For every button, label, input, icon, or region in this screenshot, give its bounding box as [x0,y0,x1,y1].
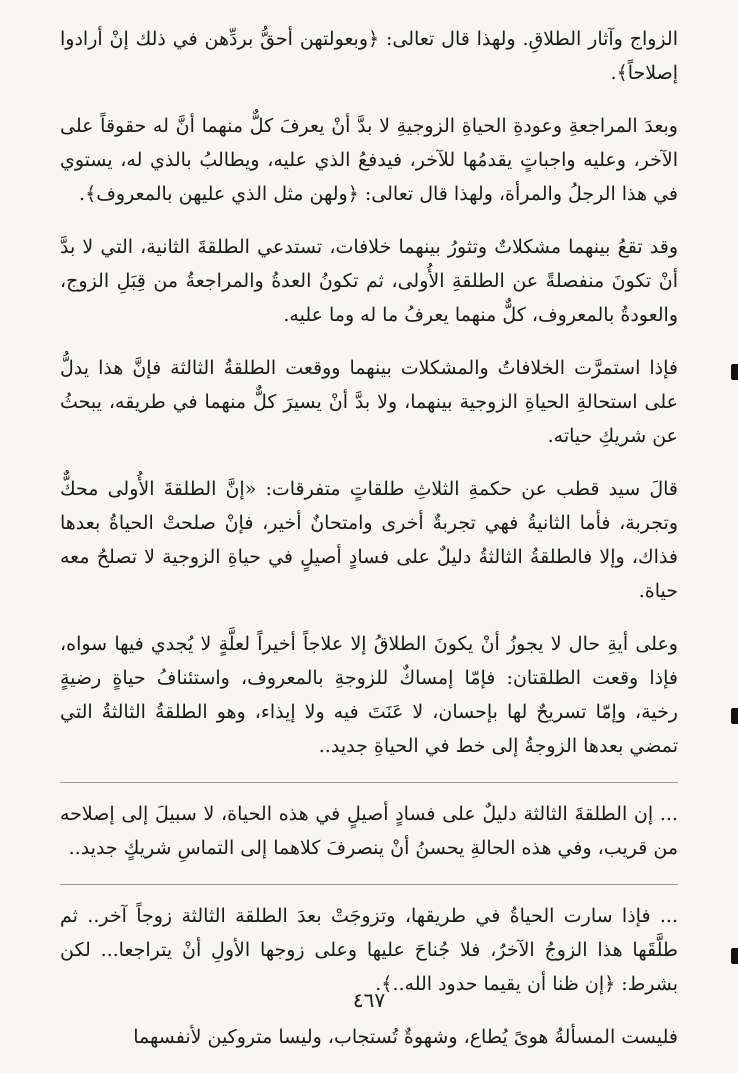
section-divider [60,782,678,783]
paragraph-2: وبعدَ المراجعةِ وعودةِ الحياةِ الزوجيةِ لا بدَّ أنْ يعرفَ كلٌّ منهما أنَّ له حقوقاً على الآخر، وعليه واجباتٍ يقدمُها للآخر، فيدفعُ الذي عليه، ويطالبُ بالذي له، يستوي في هذا الرجلُ والمرأة، ولهذا قال تعالى: ﴿ولهن مثل الذي عليهن بالمعروف﴾. [60,115,678,205]
page-number: ٤٦٧ [352,988,386,1012]
paragraph-3: وقد تقعُ بينهما مشكلاتٌ وتثورُ بينهما خلافات، تستدعي الطلقةَ الثانية، التي لا بدَّ أنْ تكونَ منفصلةً عن الطلقةِ الأُولى، ثم تكونُ العدةُ والمراجعةُ من قِبَلِ الزوج، والعودةُ بالمعروف، كلٌّ منهما يعرفُ ما له وما عليه. [60,236,678,326]
quote-paragraph-1: قالَ سيد قطب عن حكمةِ الثلاثِ طلقاتٍ متفرقات: «إنَّ الطلقةَ الأُولى محكٌّ وتجربة، فأما الثانيةُ فهي تجربةٌ أخرى وامتحانٌ أخير، فإنْ صلحتْ الحياةُ بعدها فذاك، وإلا فالطلقةُ الثالثةُ دليلٌ على فسادٍ أصيلٍ في حياةِ الزوجية لا تصلحُ معه حياة. [60,478,678,602]
binding-mark [731,364,738,380]
page-body [60,22,678,1073]
binding-mark [731,708,738,724]
section-divider [60,884,678,885]
paragraph-1: الزواج وآثار الطلاقِ. ولهذا قال تعالى: ﴿وبعولتهن أحقُّ بردِّهن في ذلك إنْ أرادوا إصلاحاً﴾. [60,28,678,84]
quote-paragraph-4: ... فإذا سارت الحياةُ في طريقها، وتزوجَتْ بعدَ الطلقة الثالثة زوجاً آخر.. ثم طلَّقَها هذا الزوجُ الآخرُ، فلا جُناحَ عليها وعلى زوجها الأولِ أنْ يتراجعا... لكن بشرط: ﴿إن ظنا أن يقيما حدود الله..﴾. [60,905,678,995]
quote-paragraph-3: ... إن الطلقةَ الثالثة دليلٌ على فسادٍ أصيلٍ في هذه الحياة، لا سبيلَ إلى إصلاحه من قريب، وفي هذه الحالةِ يحسنُ أنْ ينصرفَ كلاهما إلى التماسِ شريكٍ جديد.. [60,803,678,859]
binding-mark [731,948,738,964]
paragraph-4: فإذا استمرَّت الخلافاتُ والمشكلات بينهما ووقعت الطلقةُ الثالثة فإنَّ هذا يدلُّ على استحالةِ الحياةِ الزوجية بينهما، ولا بدَّ أنْ يسيرَ كلٌّ منهما في طريقه، يبحثُ عن شريكِ حياته. [60,357,678,447]
quote-paragraph-2: وعلى أيةِ حال لا يجوزُ أنْ يكونَ الطلاقُ إلا علاجاً أخيراً لعلَّةٍ لا يُجدي فيها سواه، فإذا وقعت الطلقتان: فإمّا إمساكٌ للزوجةِ بالمعروف، واستئنافُ حياةٍ رضيةٍ رخية، وإمّا تسريحٌ لها بإحسان، لا عَنَتَ فيه ولا إيذاء، وهو الطلقةُ الثالثةُ التي تمضي بعدها الزوجةُ إلى خط في الحياةِ جديد.. [60,633,678,757]
paragraph-final: فليست المسألةُ هوىً يُطاع، وشهوةٌ تُستجاب، وليسا متروكين لأنفسهما [133,1026,678,1048]
